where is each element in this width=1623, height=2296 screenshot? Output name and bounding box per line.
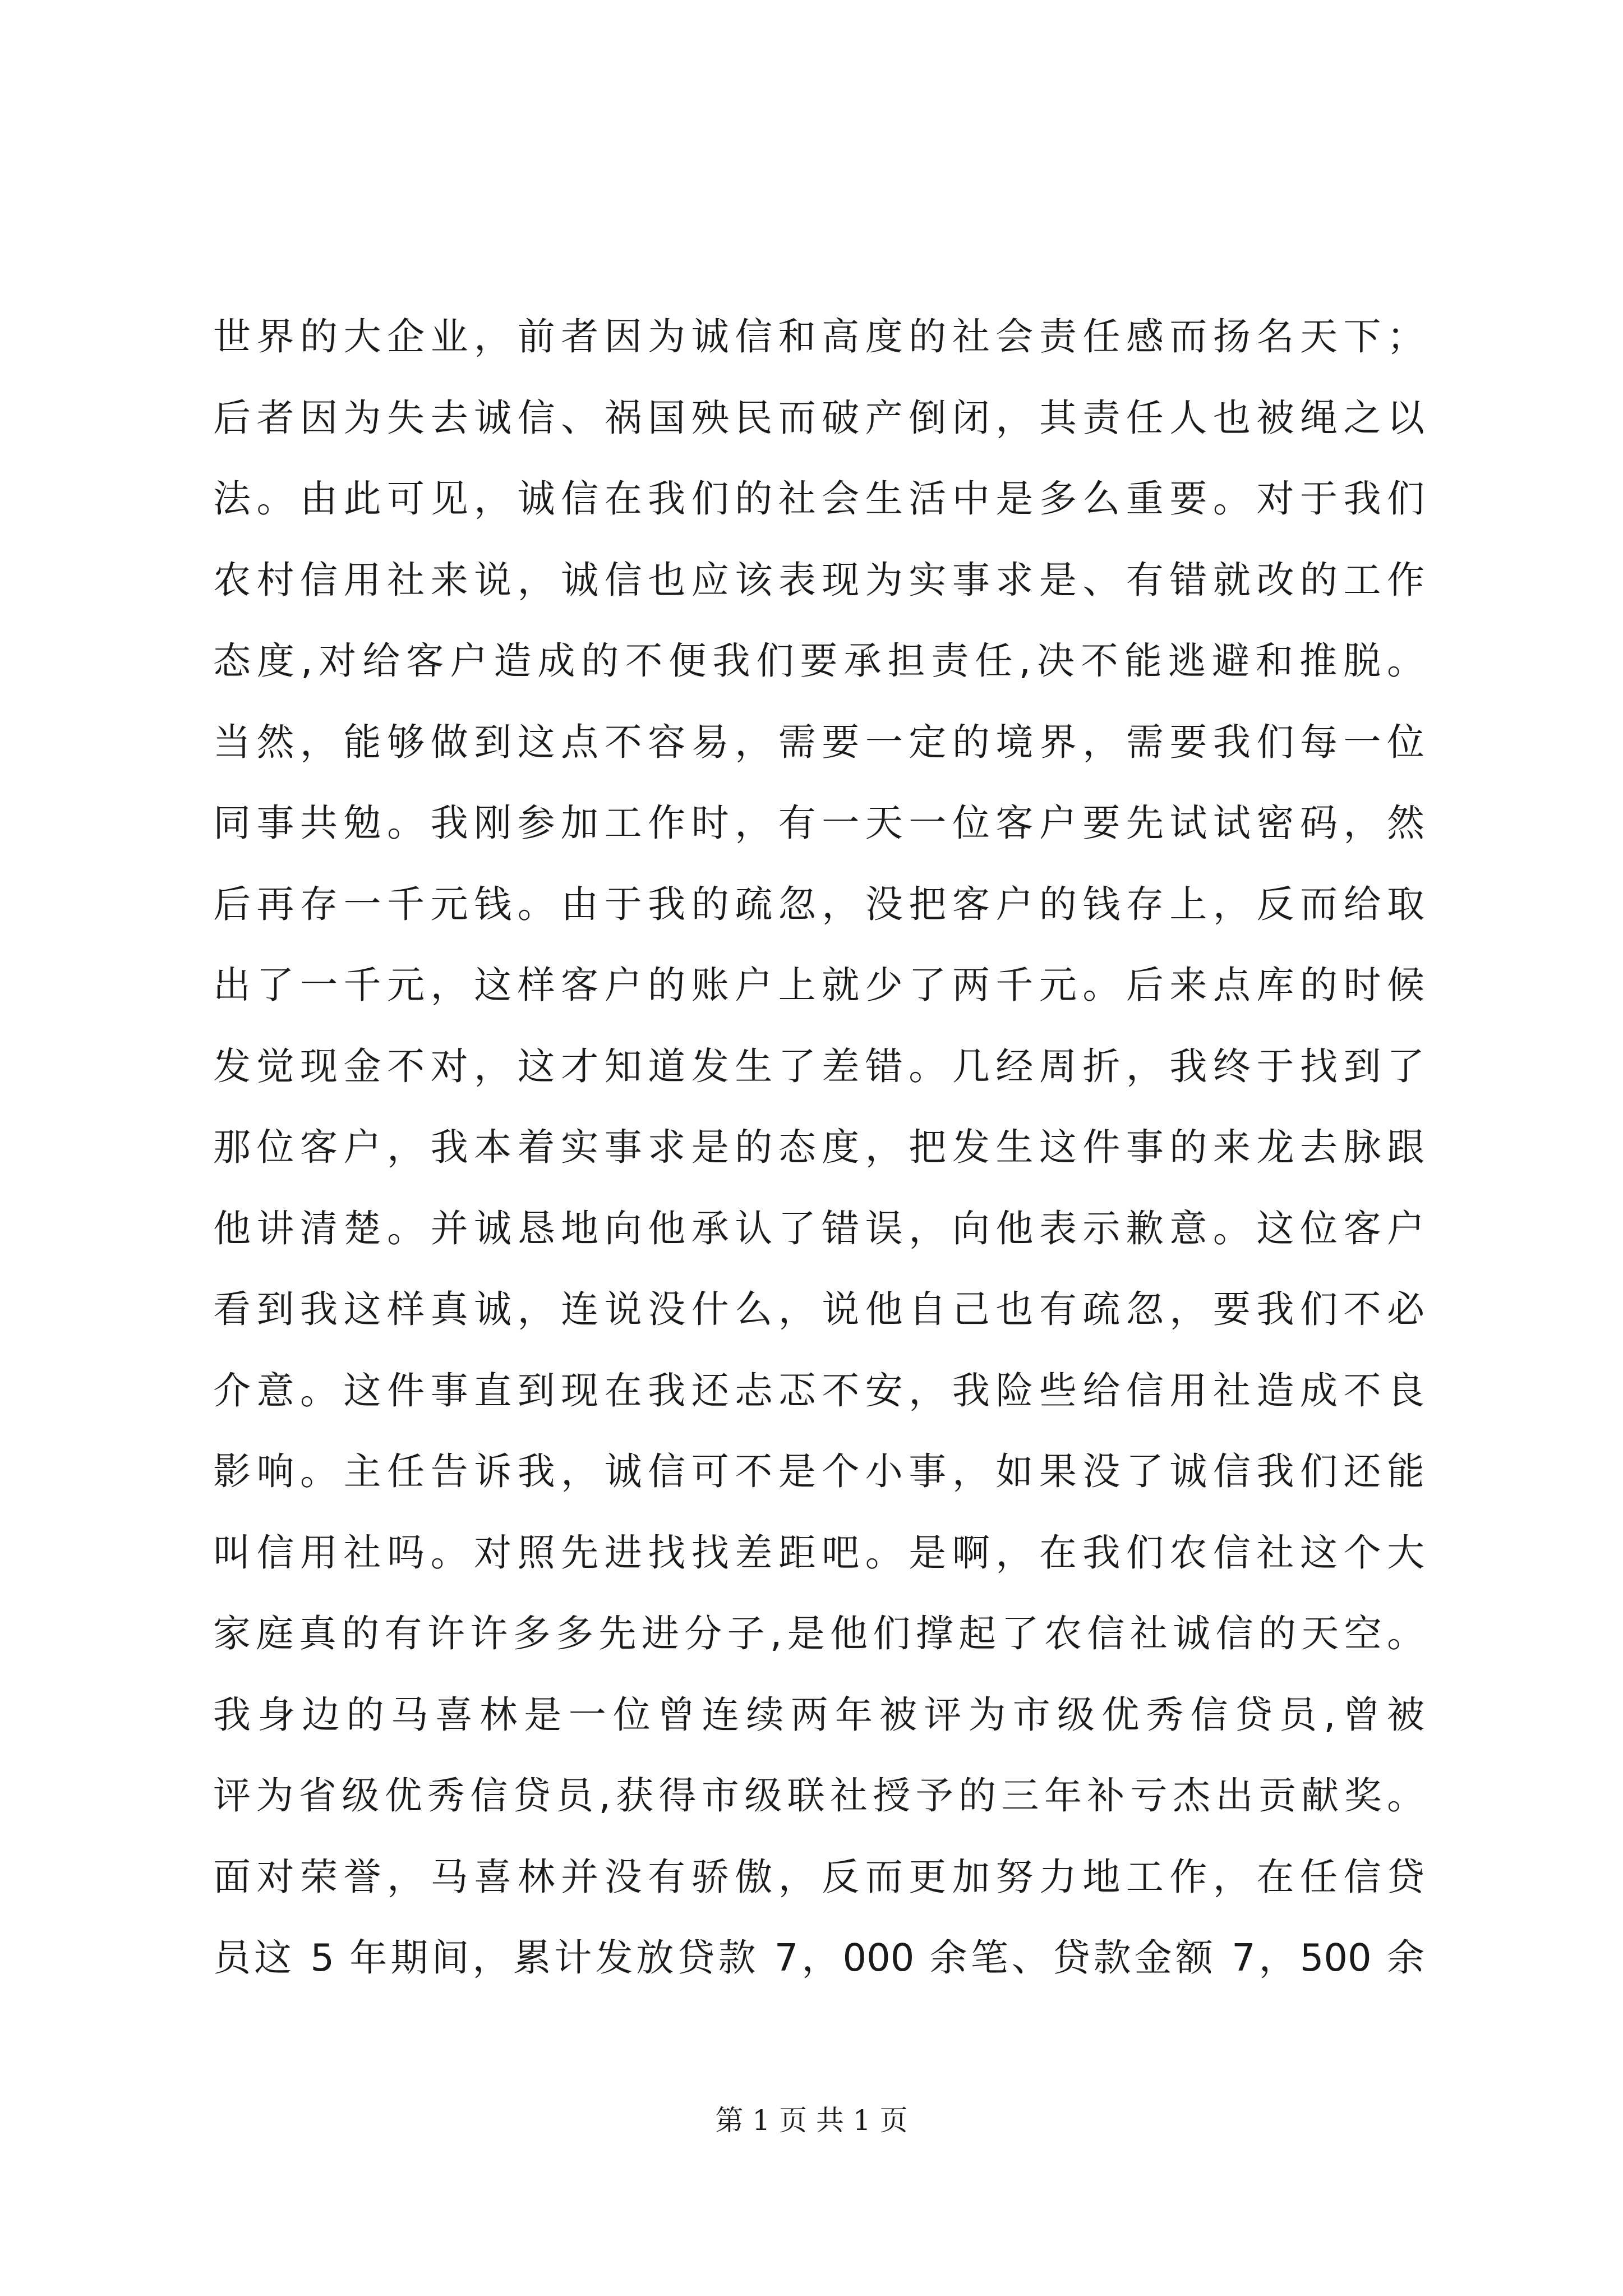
text-line: 同事共勉。我刚参加工作时，有一天一位客户要先试试密码，然	[213, 801, 1424, 845]
text-line: 影响。主任告诉我，诚信可不是个小事，如果没了诚信我们还能	[213, 1450, 1424, 1493]
text-line: 后者因为失去诚信、祸国殃民而破产倒闭，其责任人也被绳之以	[213, 395, 1424, 440]
text-line: 那位客户，我本着实事求是的态度，把发生这件事的来龙去脉跟	[213, 1125, 1424, 1169]
text-line: 叫信用社吗。对照先进找找差距吧。是啊，在我们农信社这个大	[213, 1530, 1424, 1575]
text-line: 农村信用社来说，诚信也应该表现为实事求是、有错就改的工作	[213, 558, 1424, 602]
text-line: 法。由此可见，诚信在我们的社会生活中是多么重要。对于我们	[213, 477, 1424, 521]
text-line: 态度,对给客户造成的不便我们要承担责任,决不能逃避和推脱。	[213, 639, 1424, 683]
text-line: 面对荣誉，马喜林并没有骄傲，反而更加努力地工作，在任信贷	[213, 1855, 1424, 1899]
text-line: 当然，能够做到这点不容易，需要一定的境界，需要我们每一位	[213, 720, 1424, 764]
text-line: 员这 5 年期间，累计发放贷款 7，000 余笔、贷款金额 7，500 余	[213, 1936, 1424, 1980]
text-line: 看到我这样真诚，连说没什么，说他自己也有疏忽，要我们不必	[213, 1287, 1424, 1331]
text-line: 出了一千元，这样客户的账户上就少了两千元。后来点库的时候	[213, 963, 1424, 1007]
text-line: 介意。这件事直到现在我还忐忑不安，我险些给信用社造成不良	[213, 1368, 1424, 1412]
page-footer: 第 1 页 共 1 页	[715, 2104, 908, 2137]
text-line: 评为省级优秀信贷员,获得市级联社授予的三年补亏杰出贡献奖。	[213, 1774, 1424, 1818]
text-line: 家庭真的有许许多多先进分子,是他们撑起了农信社诚信的天空。	[213, 1612, 1424, 1655]
text-line: 我身边的马喜林是一位曾连续两年被评为市级优秀信贷员,曾被	[213, 1692, 1424, 1737]
text-line: 他讲清楚。并诚恳地向他承认了错误，向他表示歉意。这位客户	[213, 1206, 1424, 1250]
body-text	[213, 296, 1424, 1999]
text-line: 世界的大企业，前者因为诚信和高度的社会责任感而扬名天下；	[213, 315, 1424, 358]
text-line: 后再存一千元钱。由于我的疏忽，没把客户的钱存上，反而给取	[213, 882, 1424, 926]
text-line: 发觉现金不对，这才知道发生了差错。几经周折，我终于找到了	[213, 1044, 1424, 1088]
